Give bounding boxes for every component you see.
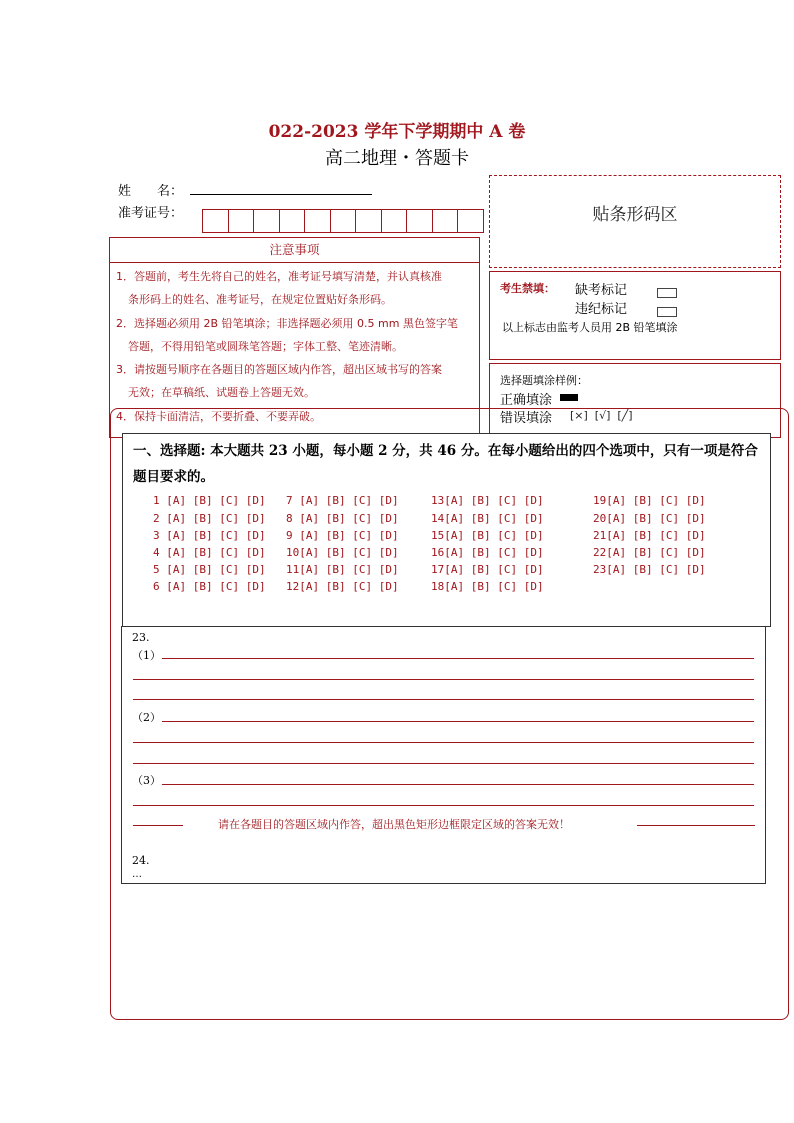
answer-area <box>121 626 766 884</box>
question-number: 20 <box>593 512 607 525</box>
choice-question-11[interactable] <box>286 563 399 576</box>
choice-question-1[interactable] <box>153 494 266 507</box>
question-23-number: 23. <box>132 631 150 644</box>
notice-item: 1．答题前，考生先将自己的姓名，准考证号填写清楚，并认真核准 <box>116 270 442 283</box>
fill-example-title: 选择题填涂样例： <box>500 374 588 387</box>
id-digit-box[interactable] <box>381 209 408 233</box>
question-number: 10 <box>286 546 300 559</box>
question-number: 23 <box>593 563 607 576</box>
answer-line[interactable] <box>133 699 754 700</box>
answer-line[interactable] <box>162 658 754 659</box>
answer-options[interactable]: [A] [B] [C] [D] <box>606 546 706 559</box>
id-digit-box[interactable] <box>432 209 459 233</box>
card-subtitle: 高二地理・答题卡 <box>325 148 469 169</box>
answer-options[interactable]: [A] [B] [C] [D] <box>299 580 399 593</box>
answer-options[interactable]: [A] [B] [C] [D] <box>606 512 706 525</box>
notice-box <box>109 237 480 438</box>
id-number-boxes[interactable] <box>203 209 484 233</box>
part-2-label: （2） <box>132 711 161 724</box>
answer-options[interactable]: [A] [B] [C] [D] <box>166 563 266 576</box>
answer-options[interactable]: [A] [B] [C] [D] <box>444 494 544 507</box>
question-number: 6 <box>153 580 167 593</box>
wrong-fill-label: 错误填涂 <box>500 411 553 426</box>
choice-question-6[interactable] <box>153 580 266 593</box>
question-number: 11 <box>286 563 300 576</box>
answer-options[interactable]: [A] [B] [C] [D] <box>166 512 266 525</box>
answer-line[interactable] <box>133 763 754 764</box>
choice-question-7[interactable] <box>286 494 399 507</box>
exam-mark-note: 以上标志由监考人员用 2B 铅笔填涂 <box>502 321 678 334</box>
notice-item: 4．保持卡面清洁，不要折叠、不要弄破。 <box>116 410 321 423</box>
answer-line[interactable] <box>162 721 754 722</box>
notice-item: 3．请按题号顺序在各题目的答题区域内作答，超出区域书写的答案 <box>116 363 442 376</box>
answer-line[interactable] <box>162 784 754 785</box>
answer-options[interactable]: [A] [B] [C] [D] <box>444 546 544 559</box>
choice-question-8[interactable] <box>286 512 399 525</box>
notice-item: 2．选择题必须用 2B 铅笔填涂；非选择题必须用 0.5 mm 黑色签字笔 <box>116 317 458 330</box>
part-3-label: （3） <box>132 774 161 787</box>
answer-options[interactable]: [A] [B] [C] [D] <box>606 529 706 542</box>
answer-options[interactable]: [A] [B] [C] [D] <box>299 512 399 525</box>
answer-line[interactable] <box>133 805 754 806</box>
answer-options[interactable]: [A] [B] [C] [D] <box>166 529 266 542</box>
continuation-ellipsis: … <box>132 869 142 880</box>
exam-title: 022-2023 学年下学期期中 A 卷 <box>268 122 526 142</box>
question-number: 9 <box>286 529 300 542</box>
answer-options[interactable]: [A] [B] [C] [D] <box>299 494 399 507</box>
question-number: 5 <box>153 563 167 576</box>
exam-mark-label: 考生禁填： <box>500 282 555 295</box>
id-digit-box[interactable] <box>304 209 331 233</box>
choice-question-4[interactable] <box>153 546 266 559</box>
id-digit-box[interactable] <box>406 209 433 233</box>
notice-title: 注意事项 <box>110 238 479 263</box>
answer-options[interactable]: [A] [B] [C] [D] <box>444 563 544 576</box>
id-digit-box[interactable] <box>253 209 280 233</box>
question-number: 21 <box>593 529 607 542</box>
question-number: 17 <box>431 563 445 576</box>
choice-question-2[interactable] <box>153 512 266 525</box>
answer-line[interactable] <box>133 742 754 743</box>
choice-question-23[interactable] <box>593 563 706 576</box>
answer-options[interactable]: [A] [B] [C] [D] <box>299 563 399 576</box>
answer-options[interactable]: [A] [B] [C] [D] <box>299 529 399 542</box>
choice-question-14[interactable] <box>431 512 544 525</box>
notice-item: 答题，不得用铅笔或圆珠笔答题；字体工整、笔迹清晰。 <box>128 340 403 353</box>
answer-options[interactable]: [A] [B] [C] [D] <box>444 580 544 593</box>
choice-question-5[interactable] <box>153 563 266 576</box>
question-number: 18 <box>431 580 445 593</box>
question-number: 2 <box>153 512 167 525</box>
question-number: 4 <box>153 546 167 559</box>
choice-question-16[interactable] <box>431 546 544 559</box>
id-digit-box[interactable] <box>228 209 255 233</box>
question-number: 16 <box>431 546 445 559</box>
part-1-label: （1） <box>132 649 161 662</box>
choice-question-21[interactable] <box>593 529 706 542</box>
question-number: 14 <box>431 512 445 525</box>
answer-options[interactable]: [A] [B] [C] [D] <box>166 546 266 559</box>
violation-mark-box[interactable] <box>657 301 677 320</box>
choice-question-18[interactable] <box>431 580 544 593</box>
correct-fill-label: 正确填涂 <box>500 393 553 408</box>
choice-question-19[interactable] <box>593 494 706 507</box>
id-digit-box[interactable] <box>457 209 484 233</box>
barcode-label: 贴条形码区 <box>592 205 678 225</box>
question-24-number: 24. <box>132 854 150 867</box>
question-number: 22 <box>593 546 607 559</box>
notice-item: 无效；在草稿纸、试题卷上答题无效。 <box>128 386 315 399</box>
choice-question-3[interactable] <box>153 529 266 542</box>
answer-options[interactable]: [A] [B] [C] [D] <box>444 512 544 525</box>
question-number: 1 <box>153 494 167 507</box>
choice-question-10[interactable] <box>286 546 399 559</box>
name-label: 姓 名： <box>118 184 184 199</box>
answer-options[interactable]: [A] [B] [C] [D] <box>606 563 706 576</box>
choice-question-17[interactable] <box>431 563 544 576</box>
choice-question-22[interactable] <box>593 546 706 559</box>
violation-mark-label: 违纪标记 <box>575 302 628 317</box>
question-number: 19 <box>593 494 607 507</box>
separator-line <box>637 825 755 826</box>
choice-question-13[interactable] <box>431 494 544 507</box>
boundary-warning: 请在各题目的答题区域内作答，超出黑色矩形边框限定区域的答案无效！ <box>218 818 570 831</box>
id-label: 准考证号： <box>118 206 184 221</box>
answer-options[interactable]: [A] [B] [C] [D] <box>606 494 706 507</box>
answer-options[interactable]: [A] [B] [C] [D] <box>166 580 266 593</box>
id-digit-box[interactable] <box>279 209 306 233</box>
choice-question-9[interactable] <box>286 529 399 542</box>
absent-mark-label: 缺考标记 <box>575 283 628 298</box>
answer-options[interactable]: [A] [B] [C] [D] <box>444 529 544 542</box>
answer-options[interactable]: [A] [B] [C] [D] <box>166 494 266 507</box>
answer-options[interactable]: [A] [B] [C] [D] <box>299 546 399 559</box>
question-number: 15 <box>431 529 445 542</box>
correct-fill-sample <box>560 394 578 401</box>
choice-question-12[interactable] <box>286 580 399 593</box>
exam-mark-box <box>489 271 781 360</box>
name-field[interactable] <box>190 194 372 195</box>
fill-example-box <box>489 363 781 438</box>
id-digit-box[interactable] <box>202 209 229 233</box>
choice-question-20[interactable] <box>593 512 706 525</box>
choice-question-15[interactable] <box>431 529 544 542</box>
absent-mark-box[interactable] <box>657 282 677 301</box>
question-number: 8 <box>286 512 300 525</box>
separator-line <box>133 825 183 826</box>
question-number: 7 <box>286 494 300 507</box>
question-number: 12 <box>286 580 300 593</box>
wrong-fill-samples: [×] [√] [╱] <box>570 409 633 422</box>
notice-item: 条形码上的姓名、准考证号，在规定位置贴好条形码。 <box>128 293 392 306</box>
question-number: 3 <box>153 529 167 542</box>
id-digit-box[interactable] <box>330 209 357 233</box>
barcode-area <box>489 175 781 268</box>
choice-heading: 一、选择题: 本大题共 23 小题，每小题 2 分，共 46 分。在每小题给出的四个选项中，只有一项是符合题目要求的。 <box>133 443 758 485</box>
id-digit-box[interactable] <box>355 209 382 233</box>
answer-line[interactable] <box>133 679 754 680</box>
question-number: 13 <box>431 494 445 507</box>
choice-section <box>122 433 771 627</box>
